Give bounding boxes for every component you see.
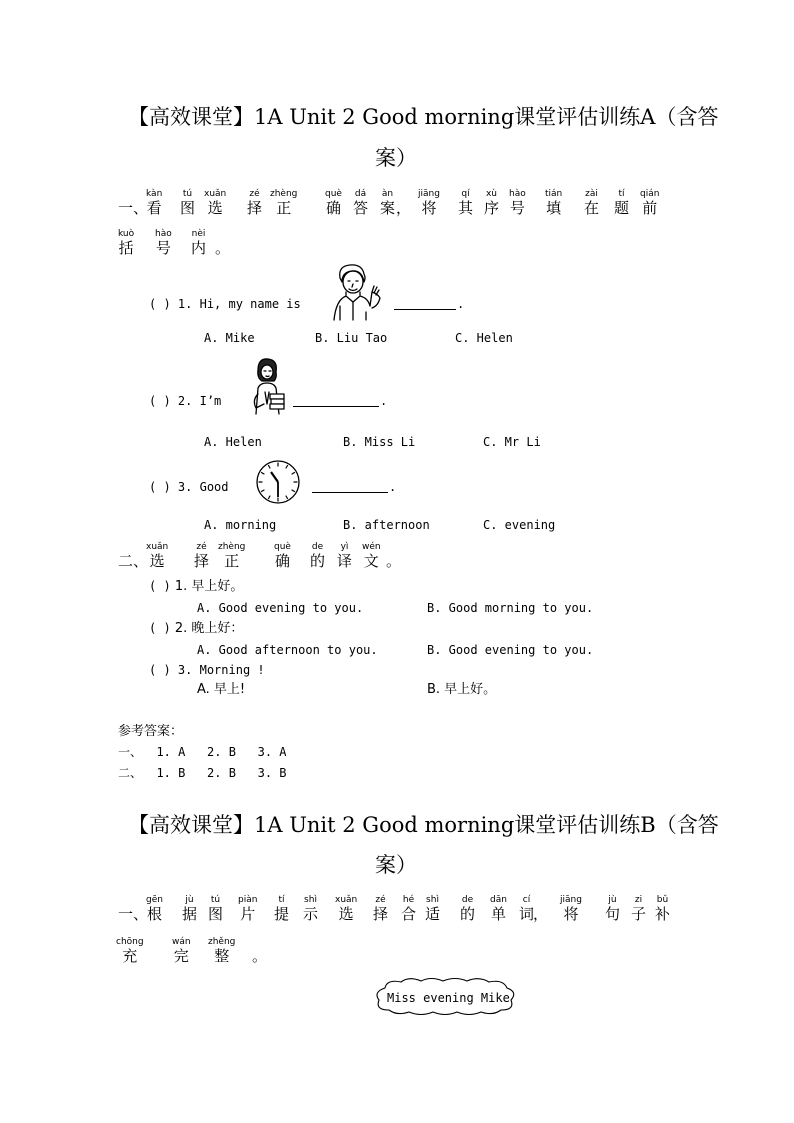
answer-paren[interactable]: ( ) — [149, 297, 171, 311]
option-b[interactable]: B. Liu Tao — [315, 331, 388, 345]
ruby-char: de 的 — [460, 895, 476, 923]
ruby-char: jiāng 将 — [560, 895, 582, 923]
ruby-char: àn 案 — [380, 189, 396, 217]
ruby-char: zhèng 正 — [218, 542, 246, 570]
option-a[interactable]: A. Good evening to you. — [197, 601, 364, 615]
ruby-char: bǔ 补 — [655, 895, 671, 923]
option-a[interactable]: A. morning — [204, 518, 277, 532]
answer-paren[interactable]: ( ) — [149, 394, 171, 408]
question-stem: 1. Hi, my name is — [177, 297, 301, 311]
option-a[interactable]: A. 早上! — [197, 682, 246, 697]
question-end: . — [457, 297, 465, 311]
ruby-char: nèi 内 — [191, 229, 207, 257]
translation-question-1 — [149, 578, 243, 595]
ruby-char: dá 答 — [353, 189, 369, 217]
ruby-char: hào 号 — [155, 229, 172, 257]
answer-paren[interactable]: ( ) — [149, 579, 171, 593]
ruby-char: tú 图 — [180, 189, 196, 217]
ruby-char: kàn 看 — [146, 189, 163, 217]
ruby-char: de 的 — [310, 542, 326, 570]
ruby-char: kuò 括 — [118, 229, 135, 257]
option-c[interactable]: C. Mr Li — [483, 435, 541, 449]
doc-b-title-cont: 案） — [375, 853, 417, 877]
ruby-char: shì 适 — [425, 895, 441, 923]
question-stem: 2. 晚上好： — [174, 621, 244, 636]
teacher-with-books-icon — [246, 356, 288, 416]
ruby-char: dān 单 — [490, 895, 507, 923]
ruby-char: piàn 片 — [238, 895, 258, 923]
ruby-char: zài 在 — [584, 189, 600, 217]
answer-key-line: 二、 1. B 2. B 3. B — [118, 766, 287, 780]
ruby-char: qián 前 — [640, 189, 660, 217]
option-c[interactable]: C. Helen — [455, 331, 513, 345]
boy-waving-icon — [328, 262, 386, 322]
answer-blank[interactable] — [293, 394, 379, 407]
answer-paren[interactable]: ( ) — [149, 621, 171, 635]
ruby-char: xuǎn 选 — [204, 189, 227, 217]
ruby-char: zé 择 — [247, 189, 263, 217]
option-a[interactable]: A. Mike — [204, 331, 255, 345]
option-b[interactable]: B. 早上好。 — [427, 682, 497, 697]
question-end: . — [389, 480, 397, 494]
question-2 — [149, 393, 221, 409]
ruby-char: cí 词 — [519, 895, 535, 923]
answer-blank[interactable] — [312, 480, 388, 493]
answer-blank[interactable] — [394, 297, 456, 310]
answer-paren[interactable]: ( ) — [149, 663, 171, 677]
question-stem: 3. Morning ! — [177, 663, 265, 677]
option-b[interactable]: B. Good evening to you. — [427, 643, 594, 657]
ruby-char: chōng 充 — [116, 937, 144, 965]
ruby-char: xuǎn 选 — [335, 895, 358, 923]
section-number: 一、 — [118, 905, 149, 923]
doc-b-title: 【高效课堂】1A Unit 2 Good morning课堂评估训练B（含答 — [128, 813, 719, 837]
ruby-char: jù 据 — [182, 895, 198, 923]
ruby-char: shì 示 — [303, 895, 319, 923]
period: 。 — [215, 239, 231, 257]
period: 。 — [252, 947, 268, 965]
ruby-char: què 确 — [274, 542, 291, 570]
option-b[interactable]: B. afternoon — [343, 518, 430, 532]
ruby-char: tián 填 — [545, 189, 563, 217]
ruby-char: tí 提 — [274, 895, 290, 923]
ruby-char: xuǎn 选 — [146, 542, 169, 570]
ruby-char: hào 号 — [509, 189, 526, 217]
option-a[interactable]: A. Helen — [204, 435, 262, 449]
ruby-char: zé 择 — [373, 895, 389, 923]
ruby-char: tú 图 — [208, 895, 224, 923]
clock-icon — [255, 459, 301, 505]
ruby-char: wén 文 — [362, 542, 381, 570]
ruby-char: zé 择 — [194, 542, 210, 570]
option-b[interactable]: B. Good morning to you. — [427, 601, 594, 615]
ruby-char: wán 完 — [172, 937, 191, 965]
question-3 — [149, 479, 229, 495]
ruby-char: zhèng 正 — [270, 189, 298, 217]
ruby-char: hé 合 — [401, 895, 417, 923]
option-a[interactable]: A. Good afternoon to you. — [197, 643, 378, 657]
answer-key-label: 参考答案： — [118, 724, 184, 739]
ruby-char: jù 句 — [605, 895, 621, 923]
period: 。 — [386, 552, 402, 570]
translation-question-2 — [149, 620, 243, 637]
ruby-char: yì 译 — [337, 542, 353, 570]
answer-key-line: 一、 1. A 2. B 3. A — [118, 745, 287, 759]
question-stem: 2. I’m — [177, 394, 222, 408]
question-1 — [149, 296, 301, 312]
question-stem: 3. Good — [177, 480, 229, 494]
ruby-char: jiāng 将 — [418, 189, 440, 217]
option-b[interactable]: B. Miss Li — [343, 435, 416, 449]
ruby-char: zhěng 整 — [208, 937, 236, 965]
option-c[interactable]: C. evening — [483, 518, 556, 532]
section-number: 一、 — [118, 199, 149, 217]
ruby-char: gēn 根 — [146, 895, 163, 923]
ruby-char: qí 其 — [458, 189, 474, 217]
section-number: 二、 — [118, 552, 149, 570]
question-stem: 1. 早上好。 — [174, 579, 244, 594]
question-end: . — [380, 394, 388, 408]
ruby-char: tí 题 — [614, 189, 630, 217]
answer-paren[interactable]: ( ) — [149, 480, 171, 494]
doc-a-title-cont: 案） — [375, 146, 417, 170]
doc-a-title: 【高效课堂】1A Unit 2 Good morning课堂评估训练A（含答 — [128, 105, 719, 129]
translation-question-3 — [149, 662, 265, 678]
comma: ， — [533, 905, 549, 923]
comma: ， — [396, 199, 412, 217]
ruby-char: què 确 — [325, 189, 342, 217]
ruby-char: zi 子 — [631, 895, 647, 923]
word-bank: Miss evening Mike — [387, 991, 510, 1005]
ruby-char: xù 序 — [484, 189, 500, 217]
